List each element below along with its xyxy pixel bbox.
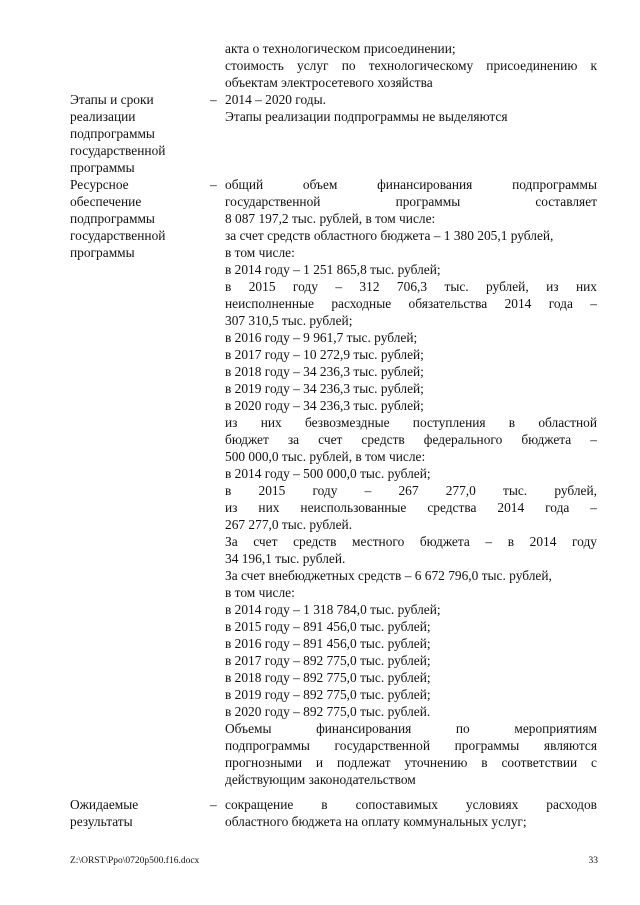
section-text-line: бюджет за счет средств федерального бюджета – xyxy=(225,432,597,447)
section-text-line: в 2020 году – 34 236,3 тыс. рублей; xyxy=(225,398,424,413)
section-text-line: в том числе: xyxy=(225,245,295,260)
section-text-line: прогнозными и подлежат уточнению в соответствии с xyxy=(225,755,597,770)
section-text-line: подпрограммы государственной программы являются xyxy=(225,738,597,753)
section-text-line: в 2015 году – 267 277,0 тыс. рублей, xyxy=(225,483,597,498)
section-text-line: неисполненные расходные обязательства 2014 года – xyxy=(225,296,597,311)
section-text-line: в 2018 году – 34 236,3 тыс. рублей; xyxy=(225,364,424,379)
section-text-line: За счет внебюджетных средств – 6 672 796,0 тыс. рублей, xyxy=(225,568,552,583)
section-text-line: Этапы реализации подпрограммы не выделяются xyxy=(225,109,508,124)
section-text-line: 307 310,5 тыс. рублей; xyxy=(225,313,353,328)
section-text-line: в 2020 году – 892 775,0 тыс. рублей. xyxy=(225,704,431,719)
section-dash: – xyxy=(210,177,217,192)
section-label-line: государственной xyxy=(70,143,166,158)
section-label-line: программы xyxy=(70,245,135,260)
section-text-line: общий объем финансирования подпрограммы xyxy=(225,177,597,192)
section-text-line: в 2014 году – 500 000,0 тыс. рублей; xyxy=(225,466,431,481)
section-text-line: сокращение в сопоставимых условиях расходов xyxy=(225,797,597,812)
section-label-line: Ресурсное xyxy=(70,177,129,192)
section-label-line: результаты xyxy=(70,814,133,829)
footer-file-path: Z:\ORST\Ppo\0720p500.f16.docx xyxy=(70,856,200,866)
text-line: стоимость услуг по технологическому присоединению к xyxy=(225,58,597,73)
section-label-line: подпрограммы xyxy=(70,211,155,226)
section-label-line: программы xyxy=(70,160,135,175)
section-text-line: в 2017 году – 892 775,0 тыс. рублей; xyxy=(225,653,431,668)
section-text-line: из них неиспользованные средства 2014 года – xyxy=(225,500,597,515)
section-text-line: 2014 – 2020 годы. xyxy=(225,92,326,107)
text-line: объектам электросетевого хозяйства xyxy=(225,75,433,90)
section-text-line: в 2015 году – 312 706,3 тыс. рублей, из них xyxy=(225,279,597,294)
section-label-line: государственной xyxy=(70,228,166,243)
section-text-line: в 2014 году – 1 318 784,0 тыс. рублей; xyxy=(225,602,441,617)
section-text-line: областного бюджета на оплату коммунальных услуг; xyxy=(225,814,527,829)
section-label-line: Этапы и сроки xyxy=(70,92,154,107)
section-label-line: обеспечение xyxy=(70,194,142,209)
footer-page-number: 33 xyxy=(588,856,598,866)
section-text-line: 267 277,0 тыс. рублей. xyxy=(225,517,353,532)
section-text-line: в 2018 году – 892 775,0 тыс. рублей; xyxy=(225,670,431,685)
text-line: акта о технологическом присоединении; xyxy=(225,41,456,56)
section-text-line: из них безвозмездные поступления в областной xyxy=(225,415,597,430)
section-text-line: За счет средств местного бюджета – в 2014 году xyxy=(225,534,597,549)
section-label-line: подпрограммы xyxy=(70,126,155,141)
section-text-line: в 2019 году – 34 236,3 тыс. рублей; xyxy=(225,381,424,396)
section-label-line: реализации xyxy=(70,109,136,124)
section-dash: – xyxy=(210,92,217,107)
section-text-line: в 2017 году – 10 272,9 тыс. рублей; xyxy=(225,347,424,362)
section-dash: – xyxy=(210,797,217,812)
section-text-line: за счет средств областного бюджета – 1 380 205,1 рублей, xyxy=(225,228,554,243)
section-text-line: 34 196,1 тыс. рублей. xyxy=(225,551,346,566)
section-text-line: 8 087 197,2 тыс. рублей, в том числе: xyxy=(225,211,436,226)
section-text-line: в 2015 году – 891 456,0 тыс. рублей; xyxy=(225,619,431,634)
section-text-line: в 2014 году – 1 251 865,8 тыс. рублей; xyxy=(225,262,441,277)
section-text-line: 500 000,0 тыс. рублей, в том числе: xyxy=(225,449,426,464)
section-label-line: Ожидаемые xyxy=(70,797,139,812)
section-text-line: в 2016 году – 891 456,0 тыс. рублей; xyxy=(225,636,431,651)
section-text-line: в том числе: xyxy=(225,585,295,600)
section-text-line: действующим законодательством xyxy=(225,772,416,787)
section-text-line: в 2019 году – 892 775,0 тыс. рублей; xyxy=(225,687,431,702)
section-text-line: в 2016 году – 9 961,7 тыс. рублей; xyxy=(225,330,418,345)
section-text-line: государственной программы составляет xyxy=(225,194,597,209)
section-text-line: Объемы финансирования по мероприятиям xyxy=(225,721,597,736)
